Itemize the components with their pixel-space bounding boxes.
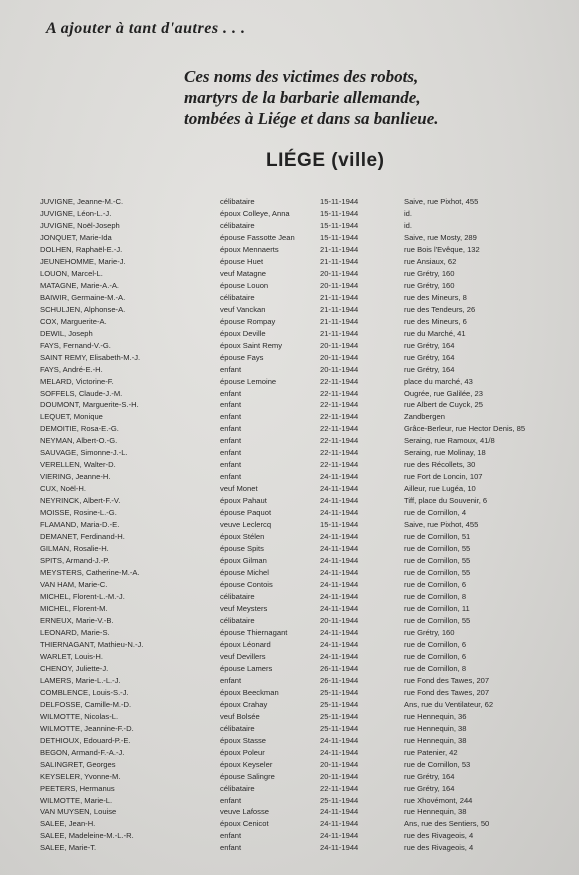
victim-date: 25-11-1944 [320, 687, 359, 697]
poem-line: tombées à Liége et dans sa banlieue. [184, 109, 439, 128]
list-item [0, 508, 579, 518]
list-item [0, 269, 579, 279]
victim-date: 24-11-1944 [320, 568, 359, 578]
list-item [0, 305, 579, 315]
victim-status: épouse Michel [220, 568, 269, 578]
victim-status: célibataire [220, 592, 255, 601]
victim-name: VAN HAM, Marie-C. [40, 580, 108, 590]
victim-date: 24-11-1944 [320, 735, 359, 745]
victim-name: SALEE, Madeleine-M.-L.-R. [40, 831, 134, 841]
victim-name: THIERNAGANT, Mathieu-N.-J. [40, 639, 144, 649]
victim-name: DOUMONT, Marguerite-S.-H. [40, 400, 139, 410]
list-item [0, 580, 579, 590]
victim-name: COMBLENCE, Louis-S.-J. [40, 687, 129, 697]
victim-date: 25-11-1944 [320, 723, 359, 733]
victim-status: enfant [220, 436, 242, 446]
victim-date: 20-11-1944 [320, 759, 359, 769]
victim-date: 22-11-1944 [320, 388, 359, 398]
list-item [0, 736, 579, 746]
victim-status: époux Léonard [220, 639, 271, 649]
victim-name: JEUNEHOMME, Marie-J. [40, 256, 126, 266]
victim-status: épouse Thiernagant [220, 627, 288, 637]
victim-name: CHENOY, Juliette-J. [40, 663, 109, 673]
list-item [0, 748, 579, 758]
victim-date: 22-11-1944 [320, 424, 359, 434]
victim-date: 20-11-1944 [320, 364, 359, 374]
victim-name: WARLET, Louis-H. [40, 651, 104, 661]
victim-name: PEETERS, Hermanus [40, 783, 115, 793]
victim-date: 22-11-1944 [320, 412, 359, 422]
victim-status: enfant [220, 448, 242, 458]
victim-name: WILMOTTE, Jeannine-F.-D. [40, 723, 134, 733]
victim-name: MICHEL, Florent-L.-M.-J. [40, 592, 125, 601]
victim-address: place du marché, 43 [404, 376, 473, 386]
victim-address: rue Hennequin, 38 [404, 807, 467, 817]
victim-name: NEYRINCK, Albert-F.-V. [40, 496, 121, 506]
victim-address: rue Bois l'Evêque, 132 [404, 244, 480, 254]
victim-date: 22-11-1944 [320, 460, 359, 470]
victim-status: époux Deville [220, 328, 266, 338]
victim-date: 24-11-1944 [320, 496, 359, 506]
victim-address: rue Fort de Loncin, 107 [404, 472, 483, 482]
victim-address: rue Patenier, 42 [404, 747, 458, 757]
list-item [0, 341, 579, 351]
victim-status: veuf Matagne [220, 268, 267, 278]
list-item [0, 353, 579, 363]
victim-address: id. [404, 208, 413, 218]
list-item [0, 436, 579, 446]
list-item [0, 652, 579, 662]
list-item [0, 233, 579, 243]
list-item [0, 281, 579, 291]
list-item [0, 628, 579, 638]
victim-address: rue Xhovémont, 244 [404, 795, 473, 805]
victim-address: Ans, rue du Ventilateur, 62 [404, 699, 494, 709]
list-item [0, 257, 579, 267]
victim-address: rue de Cornillon, 55 [404, 544, 471, 554]
victim-address: rue de Cornillon, 8 [404, 592, 467, 601]
victim-status: célibataire [220, 197, 255, 206]
victim-status: enfant [220, 675, 242, 685]
list-item [0, 496, 579, 506]
victim-date: 15-11-1944 [320, 520, 359, 530]
victim-status: veuf Devillers [220, 651, 266, 661]
victim-status: célibataire [220, 723, 255, 733]
victim-address: id. [404, 220, 413, 230]
victim-status: enfant [220, 460, 242, 470]
list-item [0, 544, 579, 554]
victim-name: SALINGRET, Georges [40, 759, 116, 769]
list-item [0, 712, 579, 722]
victim-status: enfant [220, 424, 242, 434]
list-item [0, 664, 579, 674]
victim-date: 15-11-1944 [320, 197, 359, 206]
intro-line: A ajouter à tant d'autres . . . [46, 20, 246, 37]
victim-name: SALEE, Jean-H. [40, 819, 96, 829]
victim-status: célibataire [220, 220, 255, 230]
victim-status: époux Keyseler [220, 759, 273, 769]
victim-status: épouse Louon [220, 280, 269, 290]
victim-address: Seraing, rue Ramoux, 41/8 [404, 436, 495, 446]
list-item [0, 293, 579, 303]
victim-date: 22-11-1944 [320, 448, 359, 458]
victim-name: BEGON, Armand-F.-A.-J. [40, 747, 125, 757]
victim-address: rue Hennequin, 38 [404, 735, 467, 745]
victim-status: enfant [220, 831, 242, 841]
list-item [0, 245, 579, 255]
list-item [0, 221, 579, 231]
victim-date: 21-11-1944 [320, 316, 359, 326]
victim-status: épouse Salingre [220, 771, 275, 781]
list-item [0, 209, 579, 219]
victim-date: 24-11-1944 [320, 831, 359, 841]
victim-status: épouse Spits [220, 544, 264, 554]
victim-name: SCHULJEN, Alphonse-A. [40, 304, 126, 314]
victim-name: JUVIGNE, Noël-Joseph [40, 220, 120, 230]
victim-name: DOLHEN, Raphaël-E.-J. [40, 244, 123, 254]
victim-name: MEYSTERS, Catherine-M.-A. [40, 568, 140, 578]
victim-date: 26-11-1944 [320, 663, 359, 673]
list-item [0, 807, 579, 817]
victim-address: Ans, rue des Sentiers, 50 [404, 819, 490, 829]
victim-address: Ailleur, rue Lugéa, 10 [404, 484, 476, 494]
victim-name: SAINT REMY, Elisabeth-M.-J. [40, 352, 141, 362]
victim-date: 25-11-1944 [320, 711, 359, 721]
victim-date: 24-11-1944 [320, 544, 359, 554]
victim-name: SOFFELS, Claude-J.-M. [40, 388, 123, 398]
victim-status: enfant [220, 388, 242, 398]
victim-status: épouse Lamers [220, 663, 273, 673]
victim-address: rue de Cornillon, 53 [404, 759, 471, 769]
victim-date: 25-11-1944 [320, 795, 359, 805]
victim-status: enfant [220, 795, 242, 805]
victim-status: célibataire [220, 292, 255, 302]
victim-date: 20-11-1944 [320, 280, 359, 290]
victim-status: veuve Lafosse [220, 807, 269, 817]
victim-status: époux Mennaerts [220, 244, 279, 254]
victim-address: rue Hennequin, 36 [404, 711, 467, 721]
victim-name: FAYS, Fernand-V.-G. [40, 340, 111, 350]
poem-line: martyrs de la barbarie allemande, [184, 88, 421, 107]
list-item [0, 784, 579, 794]
victim-address: Seraing, rue Molinay, 18 [404, 448, 486, 458]
victim-address: rue Grétry, 160 [404, 268, 455, 278]
victim-address: rue Hennequin, 38 [404, 723, 467, 733]
victim-address: rue des Rivageois, 4 [404, 831, 474, 841]
victim-status: épouse Fays [220, 352, 264, 362]
victim-date: 24-11-1944 [320, 639, 359, 649]
list-item [0, 568, 579, 578]
victim-status: épouse Paquot [220, 508, 272, 518]
victim-address: rue de Cornillon, 8 [404, 663, 467, 673]
list-item [0, 197, 579, 207]
victim-name: FLAMAND, Maria-D.-E. [40, 520, 120, 530]
victim-address: Ougrée, rue Galilée, 23 [404, 388, 483, 398]
victim-name: LEONARD, Marie-S. [40, 627, 110, 637]
victim-date: 24-11-1944 [320, 603, 359, 613]
victim-date: 21-11-1944 [320, 292, 359, 302]
list-item [0, 676, 579, 686]
victim-name: MICHEL, Florent-M. [40, 603, 108, 613]
list-item [0, 831, 579, 841]
victim-address: Saive, rue Pixhot, 455 [404, 520, 479, 530]
victim-status: célibataire [220, 615, 255, 625]
victim-status: époux Cenicot [220, 819, 269, 829]
list-item [0, 616, 579, 626]
victim-name: DELFOSSE, Camille-M.-D. [40, 699, 132, 709]
victim-name: MELARD, Victorine-F. [40, 376, 114, 386]
victim-address: rue Grétry, 160 [404, 627, 455, 637]
victim-date: 24-11-1944 [320, 807, 359, 817]
victim-address: rue Grétry, 164 [404, 340, 455, 350]
victim-date: 22-11-1944 [320, 400, 359, 410]
victim-name: DEMANET, Ferdinand-H. [40, 532, 125, 542]
victim-name: WILMOTTE, Nicolas-L. [40, 711, 119, 721]
victim-date: 24-11-1944 [320, 580, 359, 590]
victim-status: célibataire [220, 783, 255, 793]
victim-name: VIERING, Jeanne-H. [40, 472, 111, 482]
victim-date: 21-11-1944 [320, 328, 359, 338]
victim-name: VERELLEN, Walter-D. [40, 460, 116, 470]
victim-address: rue Grétry, 164 [404, 771, 455, 781]
victim-address: rue des Mineurs, 8 [404, 292, 467, 302]
victim-status: épouse Lemoine [220, 376, 277, 386]
victim-name: GILMAN, Rosalie-H. [40, 544, 109, 554]
victim-status: époux Colleye, Anna [220, 208, 290, 218]
victim-status: époux Stélen [220, 532, 265, 542]
dedication-poem [184, 66, 564, 129]
list-item [0, 448, 579, 458]
victim-name: ERNEUX, Marie-V.-B. [40, 615, 114, 625]
victim-date: 15-11-1944 [320, 232, 359, 242]
victim-address: Grâce-Berleur, rue Hector Denis, 85 [404, 424, 526, 434]
victim-address: rue des Tendeurs, 26 [404, 304, 476, 314]
victim-date: 24-11-1944 [320, 592, 359, 601]
victim-address: rue Grétry, 164 [404, 352, 455, 362]
victim-address: rue de Cornillon, 55 [404, 556, 471, 566]
victim-name: SALEE, Marie-T. [40, 843, 97, 853]
victim-date: 20-11-1944 [320, 615, 359, 625]
victim-address: rue des Rivageois, 4 [404, 843, 474, 853]
list-item [0, 329, 579, 339]
victim-date: 20-11-1944 [320, 771, 359, 781]
list-item [0, 412, 579, 422]
victim-date: 24-11-1944 [320, 627, 359, 637]
victim-name: CUX, Noël-H. [40, 484, 86, 494]
victim-address: rue Grétry, 164 [404, 364, 455, 374]
list-item [0, 724, 579, 734]
victim-date: 25-11-1944 [320, 699, 359, 709]
victim-date: 24-11-1944 [320, 651, 359, 661]
victim-name: FAYS, André-E.-H. [40, 364, 103, 374]
victim-date: 15-11-1944 [320, 220, 359, 230]
victim-status: veuf Bolsée [220, 711, 260, 721]
victim-date: 24-11-1944 [320, 484, 359, 494]
victim-name: JUVIGNE, Léon-L.-J. [40, 208, 112, 218]
victim-date: 24-11-1944 [320, 843, 359, 853]
victim-status: veuve Leclercq [220, 520, 272, 530]
victim-status: époux Crahay [220, 699, 268, 709]
list-item [0, 400, 579, 410]
victim-date: 24-11-1944 [320, 747, 359, 757]
victim-name: MATAGNE, Marie-A.-A. [40, 280, 120, 290]
victim-address: rue de Cornillon, 11 [404, 603, 470, 613]
victim-date: 21-11-1944 [320, 256, 359, 266]
victim-address: rue Grétry, 160 [404, 280, 455, 290]
victim-address: Saive, rue Pixhot, 455 [404, 197, 479, 206]
victim-name: VAN MUYSEN, Louise [40, 807, 117, 817]
list-item [0, 819, 579, 829]
victim-address: rue de Cornillon, 55 [404, 568, 471, 578]
victim-date: 24-11-1944 [320, 556, 359, 566]
victim-status: veuf Meysters [220, 603, 268, 613]
victim-date: 24-11-1944 [320, 532, 359, 542]
list-item [0, 317, 579, 327]
victim-status: enfant [220, 400, 242, 410]
list-item [0, 843, 579, 853]
list-item [0, 424, 579, 434]
list-item [0, 520, 579, 530]
victim-name: LOUON, Marcel-L. [40, 268, 103, 278]
victim-address: rue de Cornillon, 4 [404, 508, 467, 518]
victim-status: époux Stasse [220, 735, 267, 745]
list-item [0, 472, 579, 482]
list-item [0, 592, 579, 602]
victim-name: JONQUET, Marie-Ida [40, 232, 112, 242]
victim-date: 20-11-1944 [320, 268, 359, 278]
victim-date: 24-11-1944 [320, 819, 359, 829]
victim-address: rue Grétry, 164 [404, 783, 455, 793]
victim-date: 20-11-1944 [320, 340, 359, 350]
victim-address: rue de Cornillon, 6 [404, 639, 467, 649]
victim-status: enfant [220, 412, 242, 422]
list-item [0, 377, 579, 387]
victim-address: rue des Récollets, 30 [404, 460, 476, 470]
victim-date: 24-11-1944 [320, 472, 359, 482]
victim-status: époux Beeckman [220, 687, 279, 697]
victim-date: 26-11-1944 [320, 675, 359, 685]
victim-status: époux Saint Remy [220, 340, 283, 350]
victim-address: Zandbergen [404, 412, 445, 422]
list-item [0, 365, 579, 375]
victim-address: rue du Marché, 41 [404, 328, 466, 338]
list-item [0, 604, 579, 614]
victim-address: rue de Cornillon, 55 [404, 615, 471, 625]
victim-date: 22-11-1944 [320, 436, 359, 446]
victim-status: épouse Fassotte Jean [220, 232, 295, 242]
victim-name: DEWIL, Joseph [40, 328, 93, 338]
victim-date: 22-11-1944 [320, 783, 359, 793]
list-item [0, 389, 579, 399]
victim-name: JUVIGNE, Jeanne-M.-C. [40, 197, 124, 206]
victim-date: 15-11-1944 [320, 208, 359, 218]
victim-name: BAIWIR, Germaine-M.-A. [40, 292, 126, 302]
victim-status: veuf Vanckan [220, 304, 266, 314]
victim-status: épouse Huet [220, 256, 264, 266]
victim-status: époux Poleur [220, 747, 265, 757]
victim-address: rue de Cornillon, 51 [404, 532, 471, 542]
victim-name: LAMERS, Marie-L.-L.-J. [40, 675, 121, 685]
victim-status: enfant [220, 472, 242, 482]
victim-name: SPITS, Armand-J.-P. [40, 556, 110, 566]
list-item [0, 772, 579, 782]
victim-name: MOISSE, Rosine-L.-G. [40, 508, 117, 518]
victim-address: rue Fond des Tawes, 207 [404, 687, 490, 697]
victim-date: 24-11-1944 [320, 508, 359, 518]
list-item [0, 688, 579, 698]
list-item [0, 532, 579, 542]
victim-name: KEYSELER, Yvonne-M. [40, 771, 121, 781]
victim-name: WILMOTTE, Marie-L. [40, 795, 113, 805]
victim-name: SAUVAGE, Simonne-J.-L. [40, 448, 128, 458]
list-item [0, 700, 579, 710]
victim-date: 20-11-1944 [320, 352, 359, 362]
list-item [0, 556, 579, 566]
victim-status: enfant [220, 364, 242, 374]
victim-address: rue Fond des Tawes, 207 [404, 675, 490, 685]
victim-address: Saive, rue Mosty, 289 [404, 232, 477, 242]
list-item [0, 640, 579, 650]
victim-status: époux Gilman [220, 556, 267, 566]
list-item [0, 760, 579, 770]
victim-address: rue Albert de Cuyck, 25 [404, 400, 483, 410]
victim-date: 21-11-1944 [320, 244, 359, 254]
victim-status: veuf Monet [220, 484, 258, 494]
list-item [0, 484, 579, 494]
victim-name: DETHIOUX, Edouard-P.-E. [40, 735, 131, 745]
victim-status: enfant [220, 843, 242, 853]
victim-address: rue de Cornillon, 6 [404, 651, 467, 661]
victim-date: 22-11-1944 [320, 376, 359, 386]
section-heading: LIÉGE (ville) [266, 150, 385, 171]
victim-date: 21-11-1944 [320, 304, 359, 314]
poem-line: Ces noms des victimes des robots, [184, 67, 419, 86]
victim-name: LEQUET, Monique [40, 412, 103, 422]
victim-address: Tiff, place du Souvenir, 6 [404, 496, 488, 506]
victim-address: rue Ansiaux, 62 [404, 256, 457, 266]
list-item [0, 796, 579, 806]
victim-name: NEYMAN, Albert-O.-G. [40, 436, 118, 446]
victim-address: rue des Mineurs, 6 [404, 316, 467, 326]
list-item [0, 460, 579, 470]
victim-address: rue de Cornillon, 6 [404, 580, 467, 590]
victim-name: COX, Marguerite-A. [40, 316, 107, 326]
victim-status: épouse Rompay [220, 316, 276, 326]
victim-name: DEMOITIE, Rosa-E.-G. [40, 424, 119, 434]
victim-status: épouse Contois [220, 580, 273, 590]
victim-status: époux Pahaut [220, 496, 267, 506]
